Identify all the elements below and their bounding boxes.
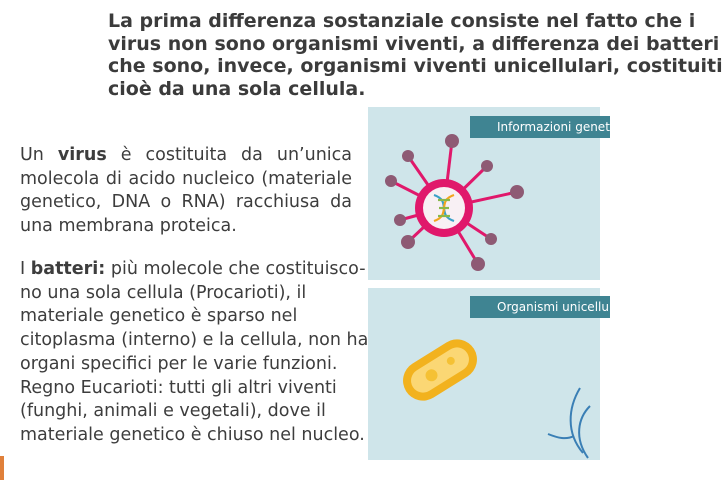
virus-spike-tip xyxy=(471,257,485,271)
batteri-line-3: materiale genetico è sparso nel xyxy=(20,306,298,327)
panel-label-informazioni: Informazioni genetiche xyxy=(470,116,610,138)
heading xyxy=(108,10,723,100)
batteri-line-6: Regno Eucarioti: tutti gli altri viventi xyxy=(20,377,337,398)
batteri-line-8: materiale genetico è chiuso nel nucleo. xyxy=(20,424,365,445)
virus-spike-tip xyxy=(485,233,497,245)
batteri-line-2: no una sola cellula (Procarioti), il xyxy=(20,282,307,303)
heading-line-4: cioè da una sola cellula. xyxy=(108,77,366,100)
batteri-line-4: citoplasma (interno) e la cellula, non ha xyxy=(20,330,369,351)
heading-line-2: virus non sono organismi viventi, a differenza dei batteri xyxy=(108,32,720,55)
batteri-line-7: (funghi, animali e vegetali), dove il xyxy=(20,401,326,422)
virus-spike-tip xyxy=(385,175,397,187)
virus-bold: virus xyxy=(57,145,107,165)
virus-spike-tip xyxy=(401,235,415,249)
virus-spike-tip xyxy=(445,134,459,148)
bacterium-icon xyxy=(395,332,484,408)
virus-spike-tip xyxy=(510,185,524,199)
batteri-line-5: organi specifici per le varie funzioni. xyxy=(20,353,338,374)
batteri-line-1 xyxy=(20,258,365,282)
batteri-bold: batteri: xyxy=(30,259,106,279)
virus-paragraph xyxy=(20,144,352,238)
slide-edge-marker xyxy=(0,456,4,480)
protozoan-icon xyxy=(548,388,590,458)
virus-spike-tip xyxy=(481,160,493,172)
heading-line-1: La prima differenza sostanziale consiste nel fatto che i xyxy=(108,10,696,32)
batteri-line-1-rest: più molecole che costituisco- xyxy=(105,259,366,279)
virus-pre: Un xyxy=(20,145,58,165)
virus-spike-tip xyxy=(394,214,406,226)
virus-rest: è costituita da un’unica molecola di acido nucleico (materiale genetico, DNA o RNA) racchiusa da una membrana proteica. xyxy=(20,145,352,236)
batteri-paragraph xyxy=(20,258,369,448)
heading-line-3: che sono, invece, organismi viventi unicellulari, costituiti xyxy=(108,55,723,77)
virus-illustration-panel xyxy=(368,107,635,280)
bacterium-illustration-panel xyxy=(368,288,628,460)
virus-spike-tip xyxy=(402,150,414,162)
batteri-lead: I xyxy=(20,259,31,279)
panel-label-organismi: Organismi unicellulari xyxy=(470,296,610,318)
